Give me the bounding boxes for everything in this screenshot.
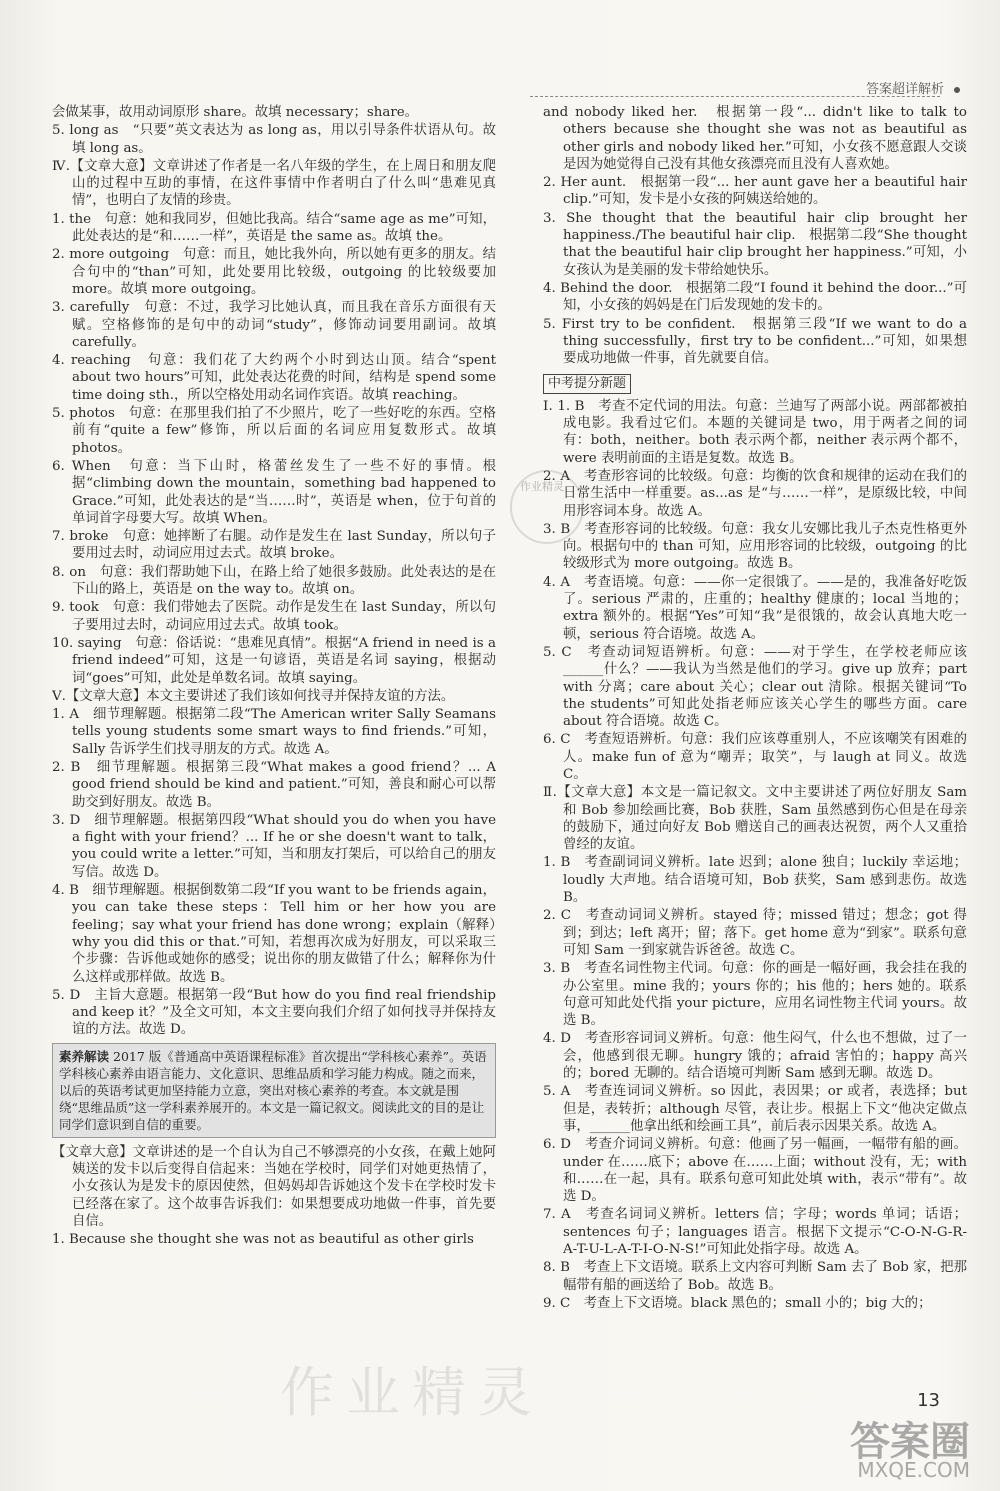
answer-paragraph: 9. took 句意：我们带她去了医院。动作是发生在 last Sunday，所以句子要用过去时，动词应用过去式。故填 took。 — [52, 600, 496, 633]
answer-paragraph: 6. C 考查短语辨析。句意：我们应该尊重别人，不应该嘲笑有困难的人。make fun of 意为“嘲弄；取笑”，与 laugh at 同义。故选 C。 — [543, 732, 967, 782]
section-heading: 中考提分新题 — [543, 374, 631, 393]
answer-paragraph: 2. C 考查动词词义辨析。stayed 待；missed 错过；想念；got 得到；到达；left 离开；留；落下。get home 意为“到家”。联系句意可知 Sam 一到家就告诉爸爸。故选 C。 — [543, 908, 967, 958]
answer-paragraph: 2. B 细节理解题。根据第三段“What makes a good friend？... A good friend should be kind and patient.”可知，善良和耐心可以帮助交到好朋友。故选 B。 — [52, 759, 496, 810]
answer-paragraph: 2. Her aunt. 根据第一段“... her aunt gave her a beautiful hair clip.”可知，发卡是小女孩的阿姨送给她的。 — [543, 175, 967, 208]
answer-paragraph: 4. A 考查语境。句意：——你一定很饿了。——是的，我准备好吃饭了。serious 严肃的，庄重的；healthy 健康的；local 当地的；extra 额外的。根据“Yes”可知“我”是很饿的，故会认真地大吃一顿，serious 符合语境。故选 A。 — [543, 574, 967, 642]
answer-paragraph: 1. Because she thought she was not as beautiful as other girls — [52, 1232, 474, 1248]
answer-paragraph: 4. B 细节理解题。根据倒数第二段“If you want to be friends again，you can take these steps：Tell him or her how you are feeling；say what your friend has done wrong；explain（解释）why you did this or that.”可知，若想再次成为好朋友，可以采取三个步骤：告诉他或她你的感受；说出你的朋友做错了什么；解释你为什么这样或那样做。故选 B。 — [52, 883, 496, 985]
answer-paragraph: 1. the 句意：她和我同岁，但她比我高。结合“same age as me”可知，此处表达的是“和……一样”，英语是 the same as。故填 the。 — [52, 211, 496, 245]
site-logo: 答案圈 — [850, 1419, 970, 1465]
left-column — [52, 104, 496, 1344]
answer-paragraph: 5. A 考查连词词义辨析。so 因此，表因果；or 或者，表选择；but 但是，表转折；although 尽管，表让步。根据上下文“他决定做点事，______他拿出纸和绘画工具”，前后表示因果关系。故选 A。 — [543, 1084, 967, 1134]
answer-paragraph: Ⅳ.【文章大意】文章讲述了作者是一名八年级的学生，在上周日和朋友爬山的过程中互助的事情，在这件事情中作者明白了什么叫“患难见真情”，也明白了友情的珍贵。 — [52, 158, 496, 209]
answer-paragraph: Ⅴ.【文章大意】本文主要讲述了我们该如何找寻并保持友谊的方法。 — [52, 688, 455, 704]
answer-paragraph: 9. C 考查上下文语境。black 黑色的；small 小的；big 大的； — [543, 1295, 932, 1311]
answer-paragraph: 【文章大意】文章讲述的是一个自认为自己不够漂亮的小女孩，在戴上她阿姨送的发卡以后变得自信起来：当她在学校时，同学们对她更热情了，小女孩认为是发卡的原因使然，但妈妈却告诉她这个发卡在学校时发卡已经落在家了。这个故事告诉我们：如果想要成功地做一件事，首先要自信。 — [52, 1144, 496, 1229]
page-number: 13 — [917, 1390, 940, 1411]
answer-paragraph: 5. First try to be confident. 根据第三段“If we want to do a thing successfully，first try to be confident...”可知，如果想要成功地做一件事，首先就要自信。 — [543, 316, 967, 367]
watermark: 作业精灵 — [280, 1361, 544, 1424]
answer-paragraph: 4. D 考查形容词词义辨析。句意：他生闷气，什么也不想做，过了一会，他感到很无聊。hungry 饿的；afraid 害怕的；happy 高兴的；bored 无聊的。结合语境可判断 Sam 感到无聊。故选 D。 — [543, 1031, 967, 1082]
answer-paragraph: 会做某事，故用动词原形 share。故填 necessary；share。 — [52, 105, 419, 120]
right-column — [543, 104, 967, 1344]
answer-paragraph: 3. B 考查名词性物主代词。句意：你的画是一幅好画，我会挂在我的办公室里。mine 我的；yours 你的；his 他的；hers 她的。联系句意可知此处代指 your picture，应用名词性物主代词 yours。故选 B。 — [543, 961, 967, 1029]
answer-paragraph: 1. B 考查副词词义辨析。late 迟到；alone 独自；luckily 幸运地；loudly 大声地。结合语境可知，Bob 获奖，Sam 感到悲伤。故选 B。 — [543, 855, 967, 906]
answer-paragraph: 4. reaching 句意：我们花了大约两个小时到达山顶。结合“spent about two hours”可知，此处表达花费的时间，结构是 spend some time doing sth.，所以空格处用动名词作宾语。故填 reaching。 — [52, 353, 496, 403]
literacy-box — [52, 1043, 496, 1138]
answer-paragraph: 1. A 细节理解题。根据第二段“The American writer Sally Seamans tells young students some smart ways to find friends.”可知，Sally 告诉学生们找寻朋友的方式。故选 A。 — [52, 707, 496, 757]
bullet-icon — [954, 87, 960, 93]
literacy-tag: 素养解读 — [59, 1048, 110, 1064]
answer-paragraph: 8. on 句意：我们帮助她下山，在路上给了她很多鼓励。此处表达的是在下山的路上，英语是 on the way to。故填 on。 — [52, 564, 496, 598]
header-label: 答案超详解析 — [866, 78, 960, 97]
answer-paragraph: 5. long as “只要”英文表达为 as long as，用以引导条件状语从句。故填 long as。 — [52, 123, 496, 156]
literacy-text: 2017 版《普通高中英语课程标准》首次提出“学科核心素养”。英语学科核心素养由语言能力、文化意识、思维品质和学习能力构成。随之而来，以后的英语考试更加坚持能力立意，突出对核心素养的考查。本文就是围绕“思维品质”这一学科素养展开的。本文是一篇记叙文。阅读此文的目的是让同学们意识到自信的重要。 — [59, 1048, 487, 1132]
answer-paragraph: 3. B 考查形容词的比较级。句意：我女儿安娜比我儿子杰克性格更外向。根据句中的 than 可知，应用形容词的比较级，outgoing 的比较级形式为 more outgoing。故选 B。 — [543, 521, 967, 572]
answer-paragraph: and nobody liked her. 根据第一段“... didn't like to talk to others because she thought she was not as beautiful as other girls and nobody liked her.”可知，小女孩不愿意跟人交谈是因为她觉得自己没有其他女孩漂亮而且没有人喜欢她。 — [543, 105, 967, 172]
answer-paragraph: 4. Behind the door. 根据第二段“I found it behind the door...”可知，小女孩的妈妈是在门后发现她的发卡的。 — [543, 280, 967, 314]
answer-paragraph: 7. broke 句意：她摔断了右腿。动作是发生在 last Sunday，所以句子要用过去时，动词应用过去式。故填 broke。 — [52, 529, 496, 562]
header-divider — [530, 96, 940, 97]
answer-paragraph: 5. C 考查动词短语辨析。句意：——对于学生，在学校老师应该______什么？——我认为当然是他们的学习。give up 放弃；part with 分离；care about 关心；clear out 清除。根据关键词“To the students”可知此处指老师应该关心学生的哪些方面。care about 符合语境。故选 C。 — [543, 644, 967, 730]
answer-paragraph: 6. D 考查介词词义辨析。句意：他画了另一幅画，一幅带有船的画。under 在……底下；above 在……上面；without 没有，无；with 和……在一起，具有。联系句意可知此处填 with，表示“带有”。故选 D。 — [543, 1137, 967, 1205]
answer-paragraph: Ⅰ. 1. B 考查不定代词的用法。句意：兰迪写了两部小说。两部都被拍成电影。我看过它们。本题的关键词是 two，用于两者之间的词有：both，neither。both 表示两个都，neither 表示两个都不，were 表明前面的主语是复数。故选 B。 — [543, 398, 967, 466]
answer-paragraph: 3. D 细节理解题。根据第四段“What should you do when you have a fight with your friend？... If he or she doesn't want to talk，you could write a letter.”可知，当和朋友打架后，可以给自己的朋友写信。故选 D。 — [52, 812, 496, 880]
site-logo-url: MXQE.COM — [857, 1458, 970, 1482]
answer-paragraph: 7. A 考查名词词义辨析。letters 信；字母；words 单词；话语；sentences 句子；languages 语言。根据下文提示“C-O-N-G-R-A-T-U-L-A-T-I-O-N-S!”可知此处指字母。故选 A。 — [543, 1207, 967, 1257]
answer-paragraph: 6. When 句意：当下山时，格蕾丝发生了一些不好的事情。根据“climbing down the mountain，something bad happened to Grace.”可知，此处表达的是“当……时”，英语是 when，位于句首的单词首字母要大写。故填 When。 — [52, 458, 496, 526]
answer-paragraph: 3. She thought that the beautiful hair clip brought her happiness./The beautiful hair clip. 根据第二段“She thought that the beautiful hair clip brought her happiness.”可知，小女孩认为是美丽的发卡带给她快乐。 — [543, 210, 967, 278]
answer-paragraph: 2. more outgoing 句意：而且，她比我外向，所以她有更多的朋友。结合句中的“than”可知，此处要用比较级，outgoing 的比较级要加 more。故填 more outgoing。 — [52, 247, 496, 297]
answer-paragraph: 2. A 考查形容词的比较级。句意：均衡的饮食和规律的运动在我们的日常生活中一样重要。as...as 是“与……一样”，是原级比较，中间用形容词本身。故选 A。 — [543, 468, 967, 519]
answer-paragraph: 8. B 考查上下文语境。联系上文内容可判断 Sam 去了 Bob 家，把那幅带有船的画送给了 Bob。故选 B。 — [543, 1260, 967, 1293]
answer-paragraph: 5. D 主旨大意题。根据第一段“But how do you find real friendship and keep it？”及全文可知，本文主要向我们介绍了如何找寻并保持友谊的方法。故选 D。 — [52, 987, 496, 1038]
pen-watermark: 作业精灵 — [520, 480, 564, 493]
answer-paragraph: 10. saying 句意：俗话说：“患难见真情”。根据“A friend in need is a friend indeed”可知，这是一句谚语，英语是名词 saying，根据动词“goes”可知，此处是单数名词。故填 saying。 — [52, 635, 496, 686]
answer-paragraph: 3. carefully 句意：不过，我学习比她认真，而且我在音乐方面很有天赋。空格修饰的是句中的动词“study”，修饰动词要用副词。故填 carefully。 — [52, 300, 496, 350]
answer-paragraph: Ⅱ.【文章大意】本文是一篇记叙文。文中主要讲述了两位好朋友 Sam 和 Bob 参加绘画比赛，Bob 获胜，Sam 虽然感到伤心但是在母亲的鼓励下，通过向好友 Bob 赠送自己的画表达祝贺，两个人又重拾曾经的友谊。 — [543, 785, 967, 853]
answer-paragraph: 5. photos 句意：在那里我们拍了不少照片，吃了一些好吃的东西。空格前有“quite a few”修饰，所以后面的名词应用复数形式。故填 photos。 — [52, 406, 496, 456]
